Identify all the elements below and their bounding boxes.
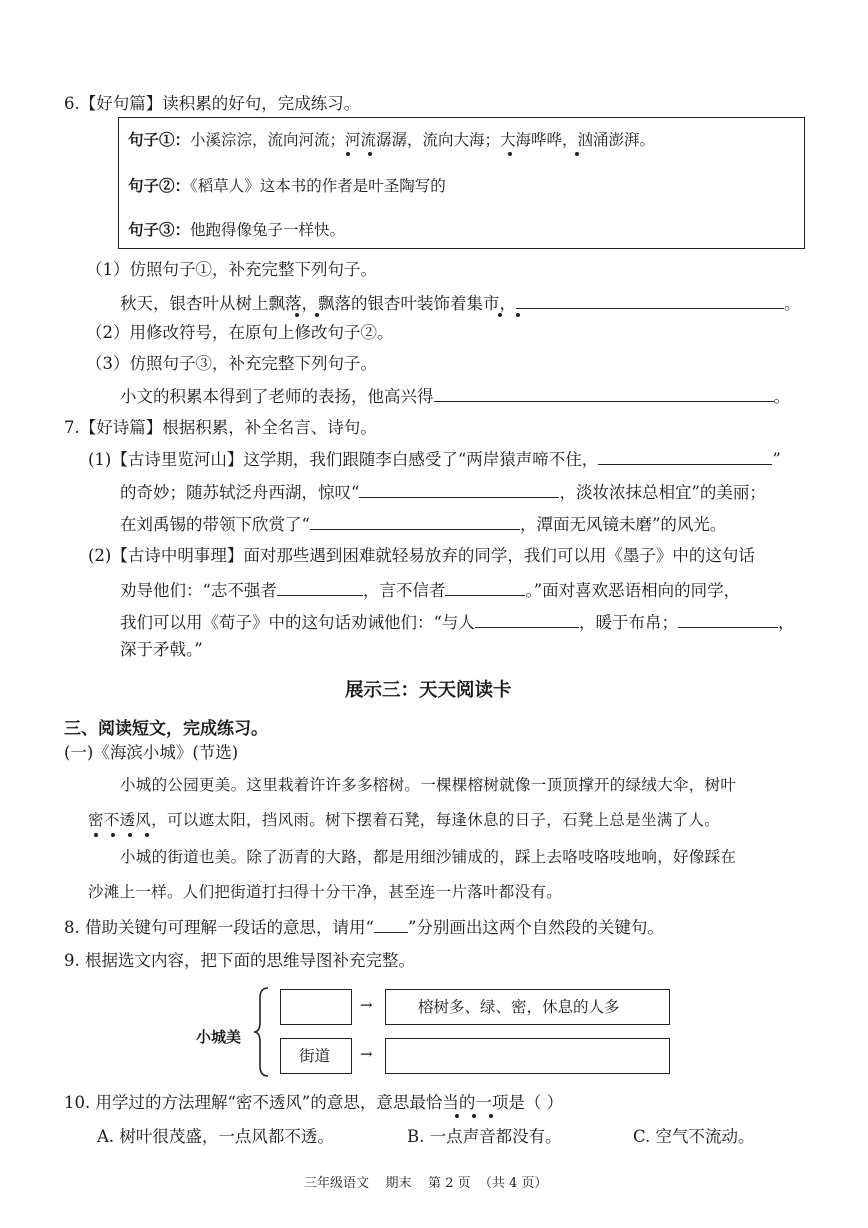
emphasis-dot: [575, 152, 579, 156]
q7-text: 在刘禹锡的带领下欣赏了“: [120, 515, 310, 534]
q7-text: ”: [772, 450, 781, 469]
mindmap-box-street: [280, 1038, 352, 1074]
passage-para1-line1: 小城的公园更美。这里栽着许许多多榕树。一棵棵榕树就像一顶顶撑开的绿绒大伞，树叶: [120, 776, 737, 794]
mindmap-blank-box[interactable]: [280, 989, 352, 1025]
mindmap-street-text: 街道: [299, 1047, 331, 1065]
period: 。: [784, 294, 801, 313]
q7-title: 7.【好诗篇】根据积累，补全名言、诗句。: [64, 418, 377, 437]
passage-para2-line2: 沙滩上一样。人们把街道打扫得十分干净，甚至连一片落叶都没有。: [88, 883, 563, 901]
emphasis-dot: [455, 1114, 459, 1118]
q7-text: ，言不信者: [362, 581, 446, 600]
q7-text: 的奇妙；随苏轼泛舟西湖，惊叹“: [120, 483, 360, 502]
q7-text: 我们可以用《荀子》中的这句话劝诫他们：“与人: [120, 613, 475, 632]
q6-part-1-line: [120, 294, 801, 313]
q6-part-3-prompt: 小文的积累本得到了老师的表扬，他高兴得: [120, 387, 434, 406]
q6-sentence-3: [128, 222, 345, 239]
answer-blank[interactable]: [475, 613, 579, 628]
sentence-3-label: 句子③：: [128, 220, 191, 239]
mindmap-box-banyan: [385, 989, 670, 1025]
passage-title: (一)《海滨小城》(节选): [64, 743, 239, 762]
q10-title: 10. 用学过的方法理解“密不透风”的意思，意思最恰当的一项是（ ）: [64, 1093, 564, 1112]
mindmap-blank-box[interactable]: [385, 1038, 670, 1074]
q7-line-6: [120, 613, 794, 632]
q6-sentence-1: [128, 132, 655, 149]
emphasis-dot: [145, 833, 149, 837]
emphasis-dot: [508, 152, 512, 156]
arrow-icon: →: [360, 996, 373, 1014]
q6-part-1-prompt: 秋天，银杏叶从树上飘落，飘落的银杏叶装饰着集市，: [120, 294, 516, 313]
option-a[interactable]: A. 树叶很茂盛，一点风都不透。: [97, 1127, 334, 1146]
q7-text: 劝导他们：“志不强者: [120, 581, 277, 600]
answer-blank[interactable]: [598, 450, 772, 465]
emphasis-dot: [368, 152, 372, 156]
q7-text: 。”面对喜欢恶语相向的同学，: [525, 581, 741, 600]
q8-text: 8. 借助关键句可理解一段话的意思，请用“: [64, 918, 374, 937]
part3-heading: 三、阅读短文，完成练习。: [64, 719, 268, 739]
q6-part-1: （1）仿照句子①，补充完整下列句子。: [86, 260, 377, 279]
emphasis-dot: [128, 833, 132, 837]
emphasis-dot: [498, 313, 502, 317]
q8-text: ”分别画出这两个自然段的关键句。: [407, 918, 664, 937]
q6-part-2: （2）用修改符号，在原句上修改句子②。: [86, 323, 394, 342]
sentence-3-text: 他跑得像兔子一样快。: [190, 221, 346, 239]
answer-blank[interactable]: [359, 483, 559, 498]
q7-line-4: (2)【古诗中明事理】面对那些遇到困难就轻易放弃的同学，我们可以用《墨子》中的这句话: [88, 546, 755, 565]
answer-blank[interactable]: [445, 581, 525, 596]
answer-blank[interactable]: [310, 515, 520, 530]
q7-text: (1)【古诗里览河山】这学期，我们跟随李白感受了“两岸猿声啼不住，: [88, 450, 599, 469]
q7-text: ，淡妆浓抹总相宜”的美丽；: [559, 483, 766, 502]
mindmap-root: 小城美: [196, 1028, 242, 1046]
q6-title: 6.【好句篇】读积累的好句，完成练习。: [64, 94, 361, 113]
period: 。: [773, 387, 790, 406]
q8-line: [64, 920, 664, 937]
section-title: 展示三：天天阅读卡: [345, 680, 512, 701]
q7-line-2: [120, 483, 766, 502]
emphasis-dot: [472, 1114, 476, 1118]
emphasis-dot: [516, 313, 520, 317]
q7-text: ，潭面无风镜未磨”的风光。: [519, 515, 727, 534]
q6-part-3: （3）仿照句子③，补充完整下列句子。: [86, 354, 377, 373]
q7-line-7: 深于矛戟。”: [120, 640, 203, 659]
sentence-1-label: 句子①：: [128, 130, 191, 149]
emphasis-dot: [489, 1114, 493, 1118]
passage-para2-line1: 小城的街道也美。除了沥青的大路，都是用细沙铺成的，踩上去咯吱咯吱地响，好像踩在: [120, 848, 737, 866]
emphasis-dot: [111, 833, 115, 837]
emphasis-dot: [94, 833, 98, 837]
sentence-1-text: 小溪淙淙，流向河流；河流潺潺，流向大海；大海哗哗，汹涌澎湃。: [190, 131, 656, 149]
answer-blank[interactable]: [678, 613, 778, 628]
q7-line-1: [88, 450, 781, 469]
q7-line-5: [120, 581, 740, 600]
q7-text: ，暖于布帛；: [578, 613, 678, 632]
answer-blank[interactable]: [434, 387, 774, 402]
q7-text: ，: [777, 613, 795, 632]
emphasis-dot: [315, 313, 319, 317]
arrow-icon: →: [360, 1045, 373, 1063]
underline-sample: [374, 920, 408, 933]
q6-part-3-line: [120, 387, 790, 406]
option-c[interactable]: C. 空气不流动。: [633, 1127, 755, 1146]
option-b[interactable]: B. 一点声音都没有。: [407, 1127, 562, 1146]
sentence-2-label: 句子②：: [128, 176, 191, 195]
sentence-2-text: 《稻草人》这本书的作者是叶圣陶写的: [190, 177, 446, 195]
emphasis-dot: [295, 313, 299, 317]
answer-blank[interactable]: [277, 581, 363, 596]
q7-line-3: [120, 515, 726, 534]
page-footer: 三年级语文 期末 第 2 页 （共 4 页）: [304, 1176, 548, 1191]
q9-title: 9. 根据选文内容，把下面的思维导图补充完整。: [64, 951, 415, 970]
emphasis-dot: [346, 152, 350, 156]
answer-blank[interactable]: [516, 294, 784, 309]
q6-sentence-2: [128, 178, 446, 195]
passage-para1-line2: 密不透风，可以遮太阳，挡风雨。树下摆着石凳，每逢休息的日子，石凳上总是坐满了人。: [88, 811, 721, 829]
mindmap-banyan-text: 榕树多、绿、密，休息的人多: [418, 998, 620, 1016]
mindmap-brace: [252, 986, 274, 1078]
